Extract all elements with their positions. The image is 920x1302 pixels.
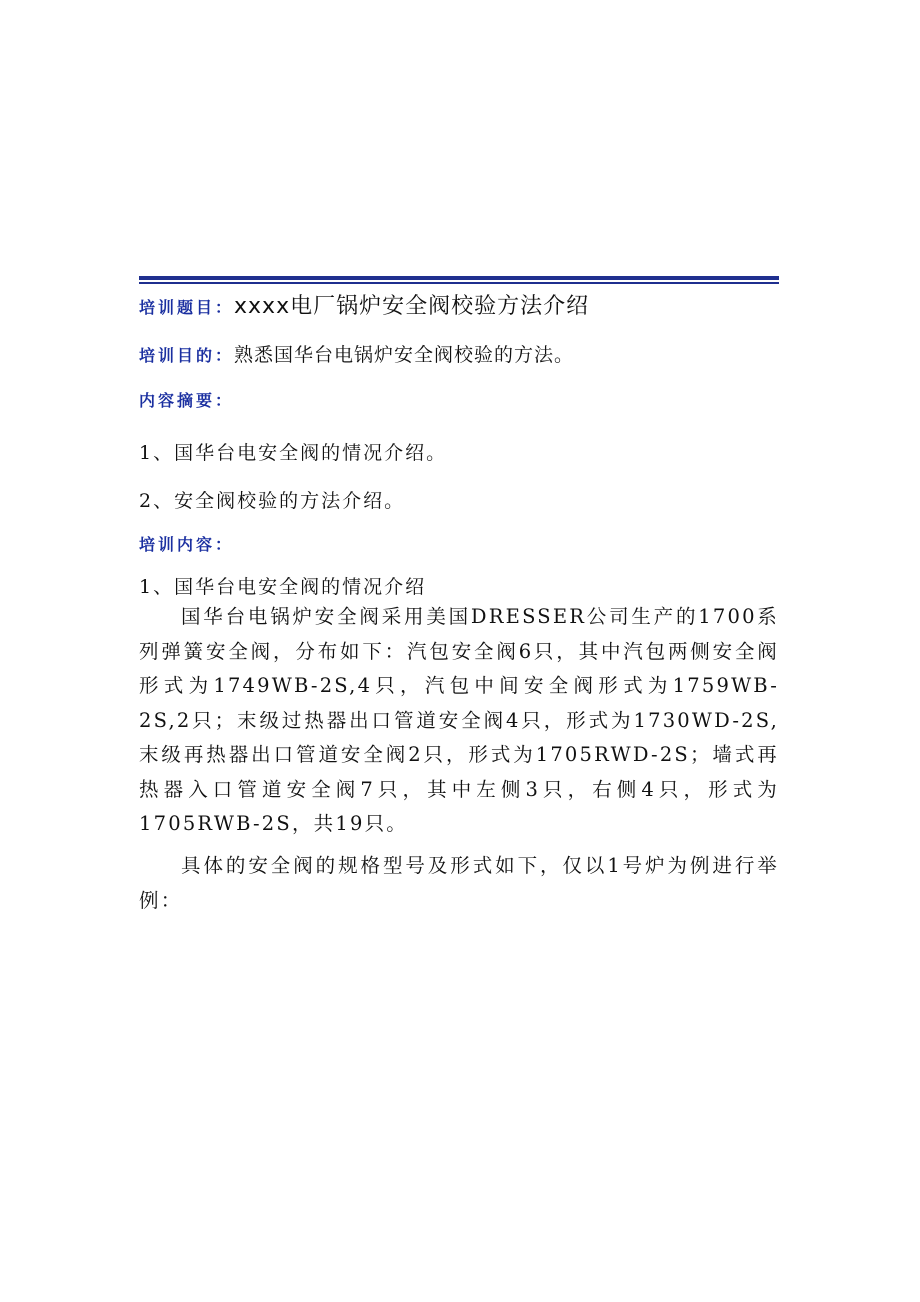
header-rule-thick (139, 276, 779, 280)
summary-heading (139, 388, 234, 411)
training-purpose-label: 培训目的： (139, 346, 235, 365)
training-purpose-line (139, 340, 574, 367)
body-paragraph-2: 具体的安全阀的规格型号及形式如下，仅以1号炉为例进行举例： (139, 854, 779, 912)
content-label: 培训内容： (139, 535, 235, 554)
training-topic-label: 培训题目： (139, 298, 235, 317)
training-topic-line (139, 289, 589, 320)
section-title: 1、国华台电安全阀的情况介绍 (139, 576, 427, 598)
content-heading (139, 532, 234, 555)
training-topic-value: xxxx电厂锅炉安全阀校验方法介绍 (234, 294, 590, 319)
summary-item-2: 2、安全阀校验的方法介绍。 (139, 490, 406, 512)
summary-item-1: 1、国华台电安全阀的情况介绍。 (139, 442, 448, 464)
training-purpose-value: 熟悉国华台电锅炉安全阀校验的方法。 (234, 344, 575, 366)
body-paragraph-1: 国华台电锅炉安全阀采用美国DRESSER公司生产的1700系列弹簧安全阀，分布如下：汽包安全阀6只，其中汽包两侧安全阀形式为1749WB-2S,4只，汽包中间安全阀形式为1759WB-2S,2只；末级过热器出口管道安全阀4只，形式为1730WD-2S,末级再热器出口管道安全阀2只，形式为1705RWD-2S；墙式再热器入口管道安全阀7只，其中左侧3只，右侧4只，形式为1705RWB-2S，共19只。 (139, 605, 779, 835)
header-rule-thin (139, 282, 779, 284)
summary-label: 内容摘要： (139, 391, 235, 410)
